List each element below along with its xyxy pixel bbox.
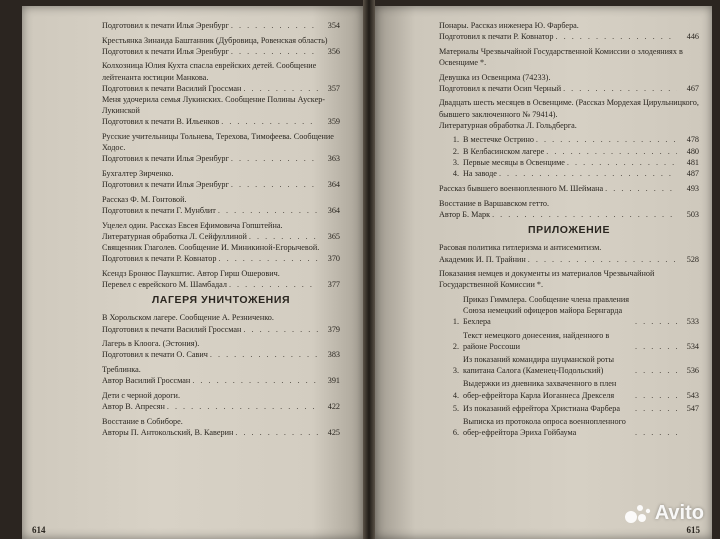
entry-text: Литературная обработка Л. Гольдберга. [439, 120, 577, 130]
entry-text: Понары. Рассказ инженера Ю. Фарбера. [439, 21, 579, 30]
leader-dots [554, 31, 678, 42]
contents-entry [439, 97, 699, 131]
watermark-text: Avito [654, 502, 704, 524]
entry-text: Автор В. Апресян [102, 402, 165, 411]
leader-dots [633, 403, 677, 414]
leader-dots [497, 168, 677, 179]
leader-dots [241, 324, 318, 335]
item-text: Из показаний ефрейтора Христиана Фарбера [463, 403, 620, 413]
contents-entry [102, 131, 340, 165]
entry-text: Автор Василий Гроссман [102, 376, 191, 386]
leader-dots [633, 316, 677, 327]
entry-text: Рассказ Ф. М. Гонтовой. [102, 194, 187, 204]
entry-page-number: 354 [327, 21, 340, 30]
contents-entry [439, 268, 699, 290]
entry-text: Меня удочерила семья Лукинских. Сообщение Полины Аускер-Лукинской [102, 95, 326, 116]
book-gutter [363, 0, 375, 539]
entry-text: Перевел с еврейского М. Шамбадал [102, 280, 227, 289]
entry-line [439, 209, 699, 220]
leader-dots [241, 83, 318, 94]
contents-entry [102, 168, 340, 190]
item-text: На заводе [463, 169, 497, 178]
entry-page-number: 359 [327, 117, 340, 127]
item-number: 1. [452, 135, 459, 145]
entry-text: Литературная обработка Л. Сейфуллиной [102, 231, 247, 241]
item-page-number: 547 [686, 403, 699, 413]
entry-page-number: 493 [686, 184, 699, 194]
entry-text: Подготовил к печати Василий Гроссман [102, 83, 242, 93]
entry-text: Крестьянка Зинаида Баштанник (Дубровица, Ровенская область) [102, 35, 328, 45]
entry-line [102, 401, 340, 412]
numbered-list [439, 294, 699, 438]
entry-line [439, 83, 699, 94]
entry-line [439, 31, 699, 42]
entry-line [102, 349, 340, 360]
contents-entry [439, 72, 699, 94]
contents-entry [102, 390, 340, 412]
contents-entry [102, 312, 340, 334]
entry-text: Подготовил к печати Осип Черный [439, 83, 562, 93]
entry-line [102, 83, 340, 94]
entry-page-number: 391 [327, 376, 340, 386]
entry-text: Показания немцев и документы из материалов Чрезвычайной Государственной Комиссии *. [439, 269, 655, 290]
item-number: 3. [452, 157, 459, 167]
entry-text: В Хорольском лагере. Сообщение А. Резниченко. [102, 313, 274, 323]
entry-line [102, 324, 340, 335]
entry-text: Восстание в Собиборе. [102, 416, 183, 426]
entry-text: Подготовил к печати О. Савич [102, 350, 208, 360]
contents-entry [102, 268, 340, 290]
item-page-number: 536 [686, 366, 699, 376]
leader-dots [190, 375, 318, 386]
leader-dots [633, 427, 677, 438]
contents-entry [102, 35, 340, 57]
entry-line [102, 375, 340, 386]
entry-text: Подготовил к печати Г. Мунблит [102, 206, 216, 215]
entry-page-number: 425 [327, 427, 340, 437]
right-page-number: 615 [686, 525, 700, 535]
right-page [375, 6, 712, 539]
entry-text: Треблинка. [102, 365, 141, 374]
leader-dots [534, 134, 677, 145]
entry-page-number: 370 [327, 254, 340, 264]
entry-text: Ксендз Бронюс Паукштис. Автор Гирш Ошерович. [102, 268, 280, 278]
entry-text: Подготовил к печати Илья Эренбург [102, 180, 229, 190]
contents-entry [102, 416, 340, 438]
item-number: 2. [452, 341, 459, 351]
entry-text: Священник Глаголев. Сообщение И. Миникиной-Егорычевой. [102, 243, 320, 252]
right-contents-column [439, 20, 699, 442]
leader-dots [565, 157, 677, 168]
contents-entry [439, 46, 699, 68]
leader-dots [229, 20, 318, 31]
entry-text: Рассказ бывшего военнопленного М. Шеймана [439, 184, 604, 194]
entry-text: Уцелел один. Рассказ Евсея Ефимовича Гопштейна. [102, 220, 283, 230]
entry-text: Подготовил к печати Илья Эренбург [102, 21, 229, 30]
contents-entry [102, 60, 340, 127]
entry-text: Подготовил к печати Р. Ковнатор [102, 254, 217, 264]
numbered-list [439, 134, 699, 179]
numbered-item [439, 330, 699, 352]
entry-text: Русские учительницы Тольнева, Терехова, Тимофеева. Сообщение Ходос. [102, 132, 334, 153]
leader-dots [633, 341, 677, 352]
item-page-number: 534 [686, 341, 699, 351]
entry-text: Подготовил к печати Василий Гроссман [102, 324, 242, 334]
numbered-item [439, 416, 699, 438]
item-number: 1. [452, 317, 459, 327]
item-page-number: 543 [686, 390, 699, 400]
entry-line [439, 183, 699, 194]
item-text: Первые месяцы в Освенциме [463, 157, 565, 167]
leader-dots [633, 365, 677, 376]
entry-text: Дети с черной дороги. [102, 390, 180, 400]
entry-text: Колхозница Юлия Кухта спасла еврейских детей. Сообщение лейтенанта юстиции Манкова. [102, 61, 317, 82]
entry-page-number: 364 [327, 206, 340, 215]
section-heading: ПРИЛОЖЕНИЕ [527, 224, 611, 237]
item-text: Текст немецкого донесения, найденного в районе Россоши [463, 330, 610, 351]
entry-line [439, 254, 699, 265]
entry-page-number: 364 [327, 180, 340, 190]
item-text: Выписка из протокола опроса военнопленного обер-ефрейтора Эриха Гойбаума [463, 417, 626, 438]
entry-line [102, 153, 340, 164]
contents-entry [439, 242, 699, 264]
contents-entry [439, 20, 699, 42]
numbered-item [439, 378, 699, 400]
entry-line [102, 20, 340, 31]
entry-line [102, 205, 340, 216]
item-text: Выдержки из дневника захваченного в плен обер-ефрейтора Карла Иоганнеса Дрекселя [463, 379, 617, 400]
entry-text: Материалы Чрезвычайной Государственной Комиссии о злодеяниях в Освенциме *. [439, 46, 683, 67]
section-heading: ЛАГЕРЯ УНИЧТОЖЕНИЯ [151, 294, 291, 307]
leader-dots [216, 205, 318, 216]
left-page [22, 6, 363, 539]
leader-dots [633, 390, 677, 401]
entry-line [102, 279, 340, 290]
leader-dots [229, 179, 318, 190]
entry-page-number: 383 [327, 350, 340, 360]
leader-dots [165, 401, 318, 412]
numbered-item [439, 157, 699, 168]
item-number: 2. [452, 146, 459, 156]
item-number: 4. [452, 390, 459, 400]
entry-page-number: 365 [327, 231, 340, 241]
numbered-item [439, 294, 699, 328]
entry-page-number: 363 [327, 154, 340, 164]
left-page-number: 614 [32, 525, 46, 535]
contents-entry [102, 20, 340, 31]
entry-line [102, 179, 340, 190]
entry-page-number: 467 [686, 83, 699, 93]
leader-dots [544, 146, 677, 157]
leader-dots [229, 153, 318, 164]
entry-line [102, 116, 340, 127]
entry-page-number: 356 [327, 46, 340, 56]
avito-logo-icon [625, 503, 651, 525]
leader-dots [229, 46, 318, 57]
leader-dots [219, 116, 318, 127]
entry-page-number: 357 [327, 83, 340, 93]
entry-text: Подготовил к печати Р. Ковнатор [439, 32, 554, 42]
entry-line [102, 253, 340, 264]
item-text: В Келбасинском лагере [463, 146, 545, 156]
item-number: 3. [452, 366, 459, 376]
entry-text: Восстание в Варшавском гетто. [439, 198, 550, 208]
entry-page-number: 377 [327, 280, 340, 289]
item-page-number: 478 [686, 135, 699, 145]
entry-text: Подготовил к печати Илья Эренбург [102, 46, 229, 56]
left-contents-column [102, 20, 340, 441]
entry-text: Авторы П. Антокольский, В. Каверин [102, 427, 234, 437]
item-page-number: 481 [686, 157, 699, 167]
numbered-item [439, 134, 699, 145]
item-number: 4. [452, 169, 459, 178]
entry-page-number: 379 [327, 324, 340, 334]
item-text: Из показаний командира шуцманской роты капитана Салога (Каменец-Подольский) [463, 355, 614, 376]
contents-entry [439, 198, 699, 220]
avito-watermark [625, 502, 704, 525]
entry-text: Лагерь в Клоога. (Эстония). [102, 339, 200, 349]
entry-text: Автор Б. Марк [439, 210, 491, 219]
item-number: 6. [452, 428, 459, 438]
contents-entry [102, 220, 340, 265]
entry-text: Подготовил к печати В. Ильенков [102, 117, 220, 127]
leader-dots [526, 254, 677, 265]
entry-text: Подготовил к печати Илья Эренбург [102, 154, 229, 164]
numbered-item [439, 146, 699, 157]
entry-line [102, 427, 340, 438]
entry-page-number: 528 [686, 254, 699, 264]
entry-page-number: 503 [686, 210, 699, 219]
contents-entry [439, 183, 699, 194]
leader-dots [561, 83, 677, 94]
numbered-item [439, 403, 699, 414]
contents-entry [102, 338, 340, 360]
entry-page-number: 422 [327, 402, 340, 411]
entry-line [102, 46, 340, 57]
item-page-number: 487 [686, 169, 699, 178]
leader-dots [490, 209, 677, 220]
item-text: В местечке Острино [463, 135, 534, 145]
leader-dots [208, 349, 318, 360]
leader-dots [233, 427, 318, 438]
item-page-number: 480 [686, 146, 699, 156]
item-number: 5. [452, 403, 459, 413]
item-page-number: 533 [686, 317, 699, 327]
leader-dots [603, 183, 677, 194]
entry-text: Академик И. П. Трайнин [439, 254, 526, 264]
entry-line [102, 231, 340, 242]
contents-entry [102, 194, 340, 216]
leader-dots [217, 253, 319, 264]
contents-entry [102, 364, 340, 386]
entry-text: Двадцать шесть месяцев в Освенциме. (Рассказ Мордехая Цирульницкого, бывшего заключенного № 79414). [439, 98, 699, 119]
leader-dots [227, 279, 318, 290]
entry-text: Девушка из Освенцима (74233). [439, 72, 551, 82]
leader-dots [247, 231, 318, 242]
entry-page-number: 446 [686, 32, 699, 42]
item-text: Приказ Гиммлера. Сообщение члена правления Союза немецкий офицеров майора Бернгарда Бехлера [463, 295, 630, 327]
numbered-item [439, 354, 699, 376]
entry-text: Расовая политика гитлеризма и антисемитизм. [439, 243, 602, 253]
entry-text: Бухгалтер Зирченко. [102, 169, 174, 178]
numbered-item [439, 168, 699, 179]
